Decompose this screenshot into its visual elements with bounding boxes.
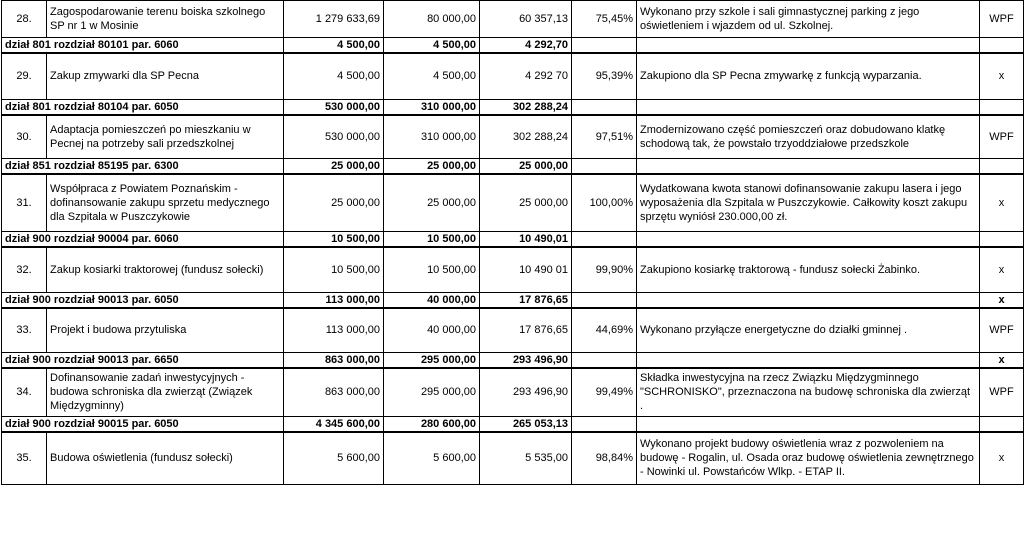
item-number: 35. bbox=[2, 432, 47, 484]
section-exec-value: 265 053,13 bbox=[480, 417, 572, 433]
execution-value: 5 535,00 bbox=[480, 432, 572, 484]
item-number: 30. bbox=[2, 115, 47, 159]
wpf-flag: WPF bbox=[980, 308, 1024, 352]
execution-value: 10 490 01 bbox=[480, 247, 572, 293]
execution-value: 293 496,90 bbox=[480, 368, 572, 417]
section-label: dział 801 rozdział 80101 par. 6060 bbox=[2, 38, 284, 54]
execution-description: Zmodernizowano część pomieszczeń oraz dobudowano klatkę schodową tak, że powstało trzyoddziałowe przedszkole bbox=[637, 115, 980, 159]
execution-description: Zakupiono kosiarkę traktorową - fundusz sołecki Żabinko. bbox=[637, 247, 980, 293]
wpf-flag: x bbox=[980, 174, 1024, 231]
after-change-value: 4 500,00 bbox=[384, 53, 480, 99]
execution-value: 60 357,13 bbox=[480, 1, 572, 38]
after-change-value: 80 000,00 bbox=[384, 1, 480, 38]
section-header-row bbox=[2, 231, 1024, 247]
after-change-value: 5 600,00 bbox=[384, 432, 480, 484]
execution-percent: 100,00% bbox=[572, 174, 637, 231]
table-row bbox=[2, 1, 1024, 38]
table-row bbox=[2, 368, 1024, 417]
execution-percent: 98,84% bbox=[572, 432, 637, 484]
after-change-value: 295 000,00 bbox=[384, 368, 480, 417]
plan-value: 113 000,00 bbox=[284, 308, 384, 352]
after-change-value: 310 000,00 bbox=[384, 115, 480, 159]
after-change-value: 10 500,00 bbox=[384, 247, 480, 293]
section-desc-cell bbox=[637, 231, 980, 247]
table-row bbox=[2, 53, 1024, 99]
task-name: Projekt i budowa przytuliska bbox=[47, 308, 284, 352]
execution-percent: 75,45% bbox=[572, 1, 637, 38]
section-plan-value: 25 000,00 bbox=[284, 159, 384, 175]
task-name: Zakup kosiarki traktorowej (fundusz sołecki) bbox=[47, 247, 284, 293]
section-pct-cell bbox=[572, 417, 637, 433]
item-number: 34. bbox=[2, 368, 47, 417]
section-flag bbox=[980, 99, 1024, 115]
execution-percent: 99,49% bbox=[572, 368, 637, 417]
section-flag bbox=[980, 38, 1024, 54]
section-header-row bbox=[2, 38, 1024, 54]
execution-description: Wydatkowana kwota stanowi dofinansowanie zakupu lasera i jego wyposażenia dla Szpitala w Puszczykowie. Całkowity koszt zakupu sprzętu wyniósł 230.000,00 zł. bbox=[637, 174, 980, 231]
table-row bbox=[2, 247, 1024, 293]
execution-percent: 97,51% bbox=[572, 115, 637, 159]
section-plan-value: 4 345 600,00 bbox=[284, 417, 384, 433]
execution-value: 17 876,65 bbox=[480, 308, 572, 352]
section-pct-cell bbox=[572, 38, 637, 54]
section-exec-value: 17 876,65 bbox=[480, 293, 572, 309]
task-name: Adaptacja pomieszczeń po mieszkaniu w Pecnej na potrzeby sali przedszkolnej bbox=[47, 115, 284, 159]
section-label: dział 801 rozdział 80104 par. 6050 bbox=[2, 99, 284, 115]
table-row bbox=[2, 308, 1024, 352]
item-number: 31. bbox=[2, 174, 47, 231]
section-after-value: 4 500,00 bbox=[384, 38, 480, 54]
wpf-flag: x bbox=[980, 53, 1024, 99]
section-label: dział 900 rozdział 90013 par. 6650 bbox=[2, 352, 284, 368]
section-pct-cell bbox=[572, 231, 637, 247]
execution-description: Wykonano przyłącze energetyczne do działki gminnej . bbox=[637, 308, 980, 352]
section-desc-cell bbox=[637, 99, 980, 115]
execution-description: Składka inwestycyjna na rzecz Związku Międzygminnego "SCHRONISKO", przeznaczona na budowę schroniska dla zwierząt . bbox=[637, 368, 980, 417]
section-plan-value: 113 000,00 bbox=[284, 293, 384, 309]
section-after-value: 40 000,00 bbox=[384, 293, 480, 309]
section-desc-cell bbox=[637, 417, 980, 433]
section-pct-cell bbox=[572, 352, 637, 368]
wpf-flag: x bbox=[980, 247, 1024, 293]
section-label: dział 900 rozdział 90004 par. 6060 bbox=[2, 231, 284, 247]
task-name: Budowa oświetlenia (fundusz sołecki) bbox=[47, 432, 284, 484]
section-after-value: 295 000,00 bbox=[384, 352, 480, 368]
section-exec-value: 25 000,00 bbox=[480, 159, 572, 175]
section-desc-cell bbox=[637, 293, 980, 309]
section-after-value: 280 600,00 bbox=[384, 417, 480, 433]
execution-percent: 95,39% bbox=[572, 53, 637, 99]
section-pct-cell bbox=[572, 159, 637, 175]
section-plan-value: 863 000,00 bbox=[284, 352, 384, 368]
wpf-flag: WPF bbox=[980, 368, 1024, 417]
execution-value: 302 288,24 bbox=[480, 115, 572, 159]
item-number: 33. bbox=[2, 308, 47, 352]
section-flag: x bbox=[980, 293, 1024, 309]
section-pct-cell bbox=[572, 293, 637, 309]
section-desc-cell bbox=[637, 159, 980, 175]
execution-percent: 99,90% bbox=[572, 247, 637, 293]
section-pct-cell bbox=[572, 99, 637, 115]
plan-value: 1 279 633,69 bbox=[284, 1, 384, 38]
plan-value: 863 000,00 bbox=[284, 368, 384, 417]
section-after-value: 25 000,00 bbox=[384, 159, 480, 175]
table-row bbox=[2, 432, 1024, 484]
plan-value: 530 000,00 bbox=[284, 115, 384, 159]
section-after-value: 310 000,00 bbox=[384, 99, 480, 115]
execution-percent: 44,69% bbox=[572, 308, 637, 352]
section-label: dział 900 rozdział 90015 par. 6050 bbox=[2, 417, 284, 433]
section-flag: x bbox=[980, 352, 1024, 368]
section-after-value: 10 500,00 bbox=[384, 231, 480, 247]
execution-description: Wykonano przy szkole i sali gimnastycznej parking z jego oświetleniem i wjazdem od ul. Szkolnej. bbox=[637, 1, 980, 38]
task-name: Współpraca z Powiatem Poznańskim - dofinansowanie zakupu sprzetu medycznego dla Szpitala w Puszczykowie bbox=[47, 174, 284, 231]
section-flag bbox=[980, 417, 1024, 433]
section-header-row bbox=[2, 293, 1024, 309]
wpf-flag: WPF bbox=[980, 1, 1024, 38]
item-number: 28. bbox=[2, 1, 47, 38]
section-plan-value: 10 500,00 bbox=[284, 231, 384, 247]
after-change-value: 40 000,00 bbox=[384, 308, 480, 352]
item-number: 32. bbox=[2, 247, 47, 293]
plan-value: 4 500,00 bbox=[284, 53, 384, 99]
table-row bbox=[2, 174, 1024, 231]
wpf-flag: WPF bbox=[980, 115, 1024, 159]
after-change-value: 25 000,00 bbox=[384, 174, 480, 231]
section-desc-cell bbox=[637, 352, 980, 368]
task-name: Dofinansowanie zadań inwestycyjnych - budowa schroniska dla zwierząt (Związek Międzygminny) bbox=[47, 368, 284, 417]
task-name: Zagospodarowanie terenu boiska szkolnego SP nr 1 w Mosinie bbox=[47, 1, 284, 38]
execution-value: 25 000,00 bbox=[480, 174, 572, 231]
section-desc-cell bbox=[637, 38, 980, 54]
execution-description: Wykonano projekt budowy oświetlenia wraz z pozwoleniem na budowę - Rogalin, ul. Osada oraz budowę oświetlenia zewnętrznego - Nowinki ul. Powstańców Wlkp. - ETAP II. bbox=[637, 432, 980, 484]
section-flag bbox=[980, 159, 1024, 175]
table-row bbox=[2, 115, 1024, 159]
section-exec-value: 293 496,90 bbox=[480, 352, 572, 368]
section-exec-value: 302 288,24 bbox=[480, 99, 572, 115]
section-header-row bbox=[2, 417, 1024, 433]
section-plan-value: 4 500,00 bbox=[284, 38, 384, 54]
plan-value: 25 000,00 bbox=[284, 174, 384, 231]
item-number: 29. bbox=[2, 53, 47, 99]
section-label: dział 900 rozdział 90013 par. 6050 bbox=[2, 293, 284, 309]
task-name: Zakup zmywarki dla SP Pecna bbox=[47, 53, 284, 99]
section-label: dział 851 rozdział 85195 par. 6300 bbox=[2, 159, 284, 175]
execution-description: Zakupiono dla SP Pecna zmywarkę z funkcją wyparzania. bbox=[637, 53, 980, 99]
section-header-row bbox=[2, 159, 1024, 175]
section-exec-value: 10 490,01 bbox=[480, 231, 572, 247]
plan-value: 5 600,00 bbox=[284, 432, 384, 484]
section-plan-value: 530 000,00 bbox=[284, 99, 384, 115]
section-header-row bbox=[2, 99, 1024, 115]
section-header-row bbox=[2, 352, 1024, 368]
wpf-flag: x bbox=[980, 432, 1024, 484]
plan-value: 10 500,00 bbox=[284, 247, 384, 293]
investment-table bbox=[1, 0, 1024, 485]
execution-value: 4 292 70 bbox=[480, 53, 572, 99]
section-exec-value: 4 292,70 bbox=[480, 38, 572, 54]
section-flag bbox=[980, 231, 1024, 247]
